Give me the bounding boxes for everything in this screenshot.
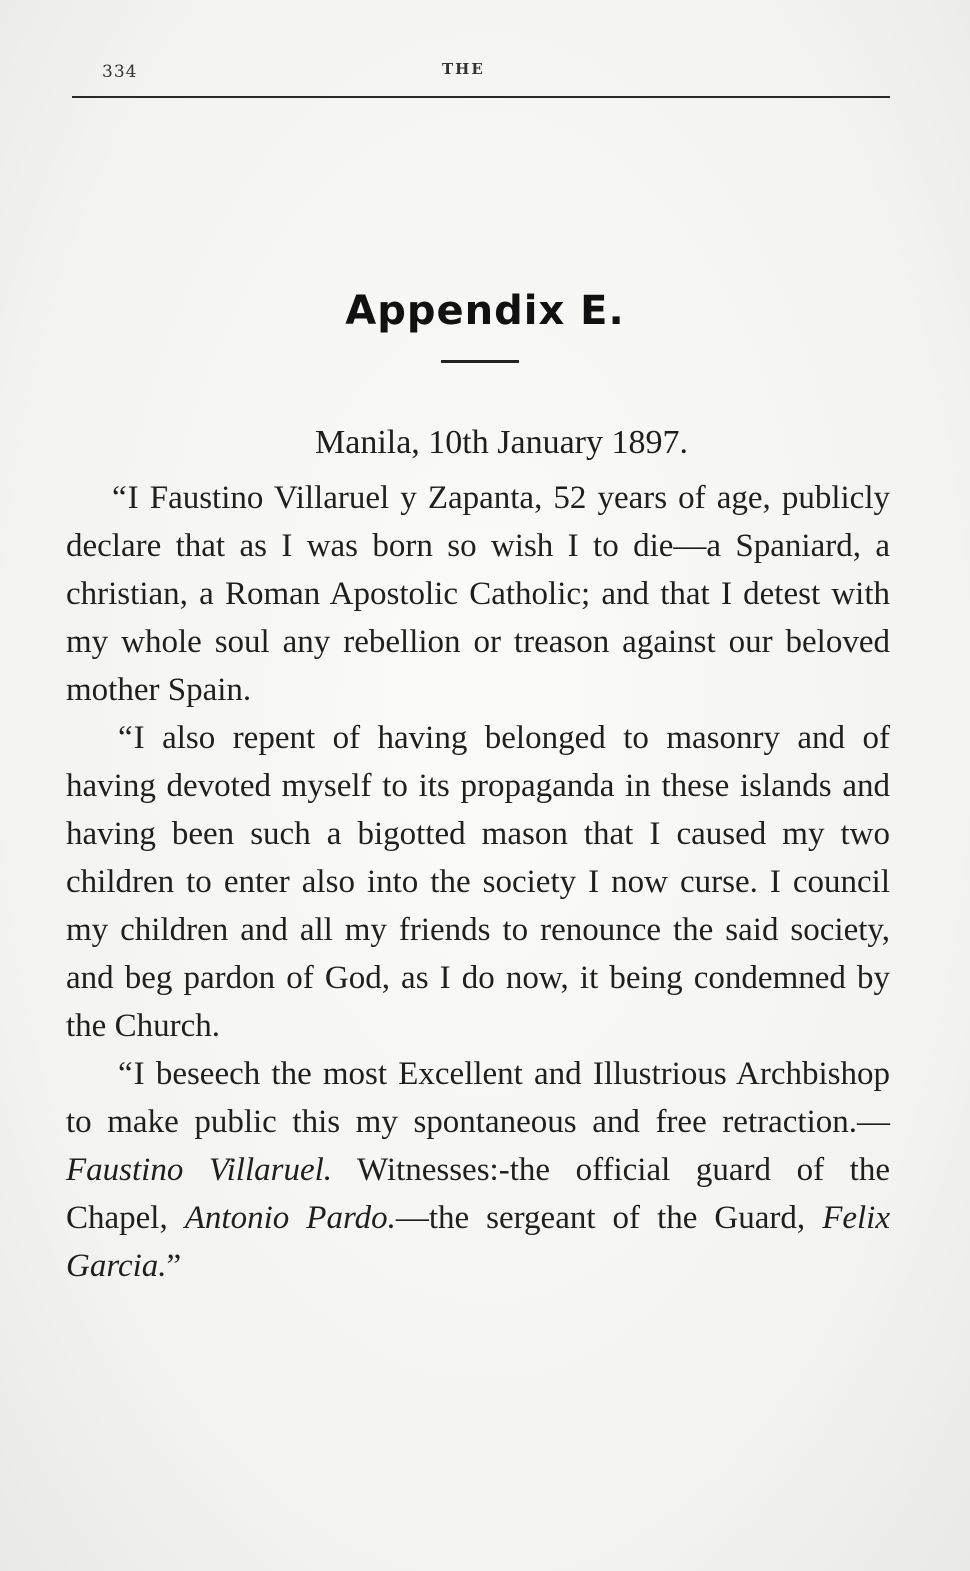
open-quote: “ [118,1056,133,1092]
paragraph-text: Witnesses:-the official guard of the Chapel, [66,1152,891,1236]
paragraph-text: —the sergeant of the Guard, [395,1200,823,1236]
title-rule [441,360,519,363]
paragraph-retraction [66,1050,890,1290]
signature-name: Faustino Villaruel. [66,1152,333,1188]
open-quote: “ [112,480,127,516]
running-head [72,58,890,98]
paragraph-declaration [66,474,890,714]
running-title: THE [442,60,485,78]
appendix-title: Appendix E. [345,288,625,334]
close-quote: ” [166,1248,182,1284]
letter-body [66,474,890,1290]
open-quote: “ [118,720,133,756]
letter-dateline: Manila, 10th January 1897. [315,424,688,461]
witness-name: Antonio Pardo. [184,1200,396,1236]
page-number: 334 [102,62,138,82]
paragraph-text: I also repent of having belonged to masonry and of having devoted myself to its propaganda in these islands and having been such a bigotted mason that I caused my two children to enter also into the society I now curse. I council my children and all my friends to renounce the said society, and beg pardon of God, as I do now, it being condemned by the Church. [66,720,890,1044]
paragraph-text: I beseech the most Excellent and Illustrious Archbishop to make public this my spontaneous and free retraction.— [66,1056,890,1140]
paragraph-text: I Faustino Villaruel y Zapanta, 52 years of age, publicly declare that as I was born so wish I to die—a Spaniard, a christian, a Roman Apostolic Catholic; and that I detest with my whole soul any rebellion or treason against our beloved mother Spain. [66,480,890,708]
paragraph-repentance [66,714,890,1050]
header-rule [72,96,890,98]
witness-name: Felix Garcia. [66,1200,890,1284]
